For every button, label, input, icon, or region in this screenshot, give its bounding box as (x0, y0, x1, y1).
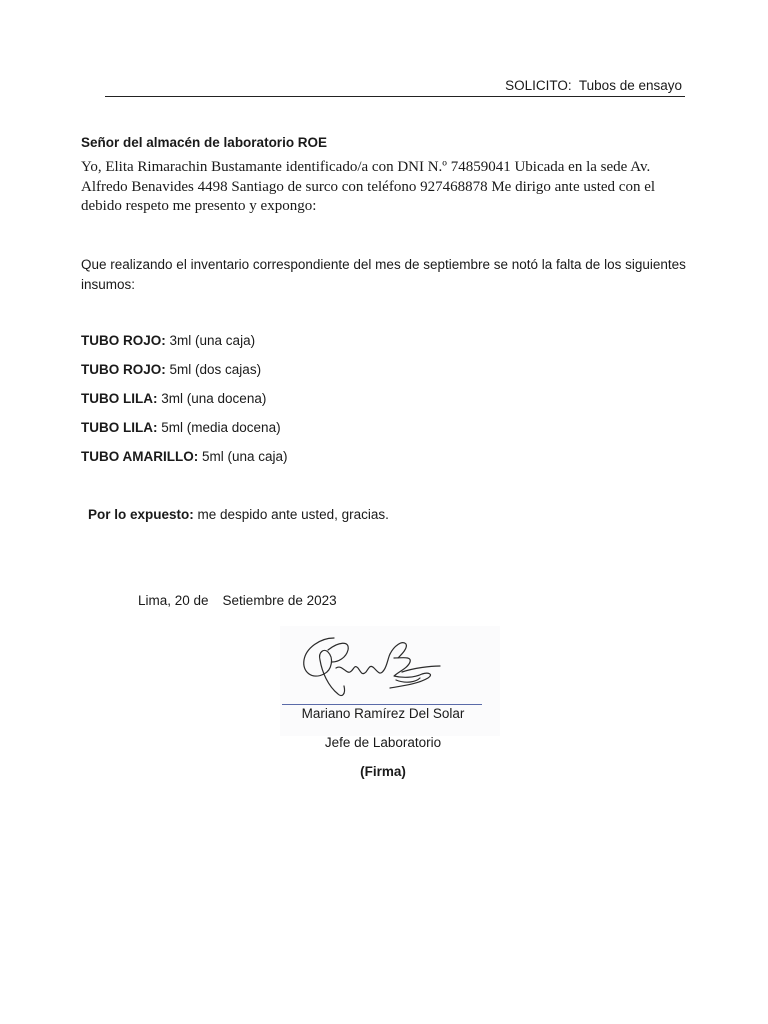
date-line (138, 593, 337, 608)
supply-item (81, 362, 261, 377)
supply-item-detail: 5ml (una caja) (202, 449, 288, 464)
supply-item-name: TUBO ROJO: (81, 362, 166, 377)
closing-text: me despido ante usted, gracias. (197, 507, 389, 522)
supply-item-name: TUBO LILA: (81, 420, 158, 435)
signature-line (282, 704, 482, 705)
firma-label: (Firma) (360, 764, 406, 779)
solicito-line (505, 78, 682, 93)
date-month-year: Setiembre de 2023 (222, 593, 337, 608)
supply-item (81, 420, 281, 435)
header-rule (105, 96, 685, 97)
date-place-day: Lima, 20 de (138, 593, 209, 608)
body-paragraph: Que realizando el inventario correspondiente del mes de septiembre se notó la falta de los siguientes insumos: (81, 257, 686, 292)
supply-item-detail: 3ml (una caja) (169, 333, 256, 348)
supply-item-name: TUBO LILA: (81, 391, 158, 406)
supply-item-detail: 5ml (media docena) (161, 420, 281, 435)
solicito-value: Tubos de ensayo (578, 78, 682, 93)
handwritten-signature (298, 628, 448, 703)
supply-item-detail: 5ml (dos cajas) (169, 362, 262, 377)
supply-item-name: TUBO AMARILLO: (81, 449, 199, 464)
closing-line (88, 507, 389, 522)
recipient-heading: Señor del almacén de laboratorio ROE (81, 135, 328, 150)
intro-paragraph: Yo, Elita Rimarachin Bustamante identificado/a con DNI N.º 74859041 Ubicada en la sede Av. Alfredo Benavides 4498 Santiago de surco con teléfono 927468878 Me dirigo ante usted con el debido respeto me presento y expongo: (81, 159, 656, 214)
supply-item (81, 333, 255, 348)
signer-name: Mariano Ramírez Del Solar (301, 706, 465, 721)
supply-item (81, 391, 266, 406)
supply-item (81, 449, 288, 464)
signer-title: Jefe de Laboratorio (324, 735, 442, 750)
closing-label: Por lo expuesto: (88, 507, 194, 522)
solicito-label: SOLICITO: (505, 78, 572, 93)
supply-item-name: TUBO ROJO: (81, 333, 166, 348)
supply-item-detail: 3ml (una docena) (161, 391, 267, 406)
